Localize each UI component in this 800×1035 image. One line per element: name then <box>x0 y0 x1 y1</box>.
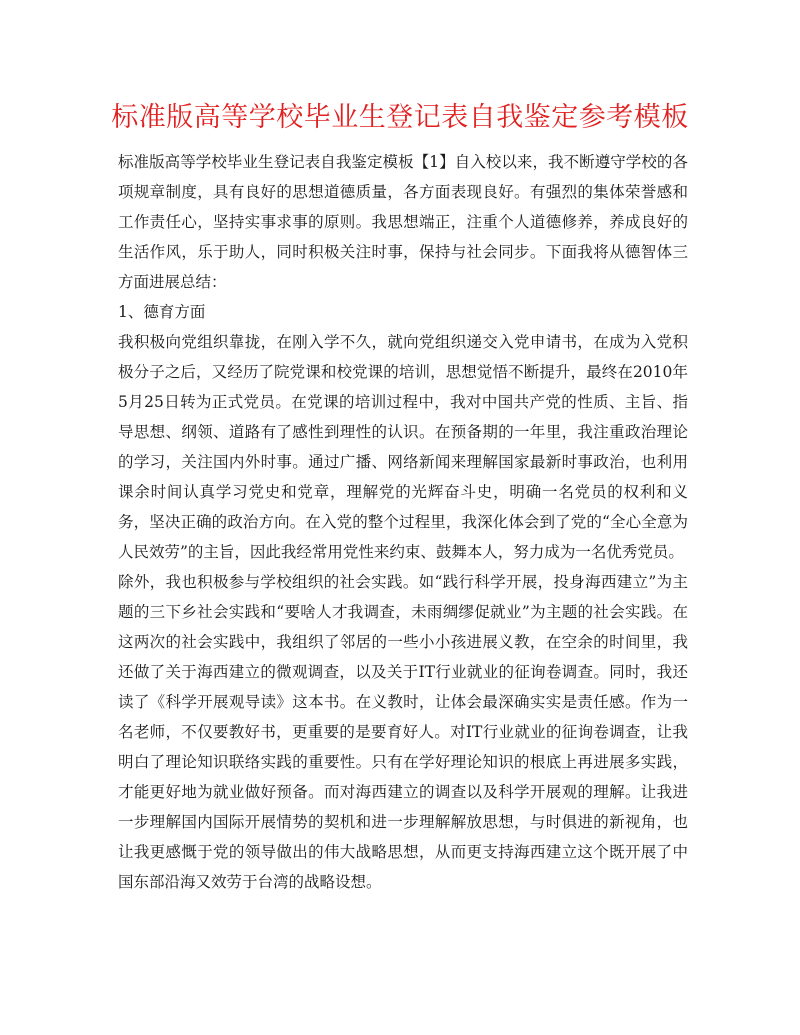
party-membership-paragraph: 我积极向党组织靠拢，在刚入学不久，就向党组织递交入党申请书，在成为入党积极分子之后，又经历了院党课和校党课的培训，思想觉悟不断提升，最终在2010年5月25日转为正式党员。在党课的培训过程中，我对中国共产党的性质、主旨、指导思想、纲领、道路有了感性到理性的认识。在预备期的一年里，我注重政治理论的学习，关注国内外时事。通过广播、网络新闻来理解国家最新时事政治，也利用课余时间认真学习党史和党章，理解党的光辉奋斗史，明确一名党员的权利和义务，坚决正确的政治方向。在入党的整个过程里，我深化体会到了党的“全心全意为人民效劳”的主旨，因此我经常用党性来约束、鼓舞本人，努力成为一名优秀党员。 <box>118 333 688 561</box>
section-heading-moral-education: 1、德育方面 <box>118 303 206 321</box>
social-practice-paragraph: 除外，我也积极参与学校组织的社会实践。如“践行科学开展，投身海西建立”为主题的三下乡社会实践和“要啥人才我调查，未雨绸缪促就业”为主题的社会实践。在这两次的社会实践中，我组织了邻居的一些小小孩进展义教，在空余的时间里，我还做了关于海西建立的微观调查，以及关于IT行业就业的征询卷调查。同时，我还读了《科学开展观导读》这本书。在义教时，让体会最深确实实是责任感。作为一名老师，不仅要教好书，更重要的是要育好人。对IT行业就业的征询卷调查，让我明白了理论知识联络实践的重要性。只有在学好理论知识的根底上再进展多实践，才能更好地为就业做好预备。而对海西建立的调查以及科学开展观的理解。让我进一步理解国内国际开展情势的契机和进一步理解解放思想，与时俱进的新视角，也让我更感慨于党的领导做出的伟大战略思想，从而更支持海西建立这个既开展了中国东部沿海又效劳于台湾的战略设想。 <box>118 573 688 891</box>
document-title: 标准版高等学校毕业生登记表自我鉴定参考模板 <box>111 102 689 133</box>
document-body <box>118 147 688 897</box>
intro-paragraph: 标准版高等学校毕业生登记表自我鉴定模板【1】自入校以来，我不断遵守学校的各项规章制度，具有良好的思想道德质量，各方面表现良好。有强烈的集体荣誉感和工作责任心，坚持实事求事的原则。我思想端正，注重个人道德修养，养成良好的生活作风，乐于助人，同时积极关注时事，保持与社会同步。下面我将从德智体三方面进展总结： <box>118 153 688 291</box>
